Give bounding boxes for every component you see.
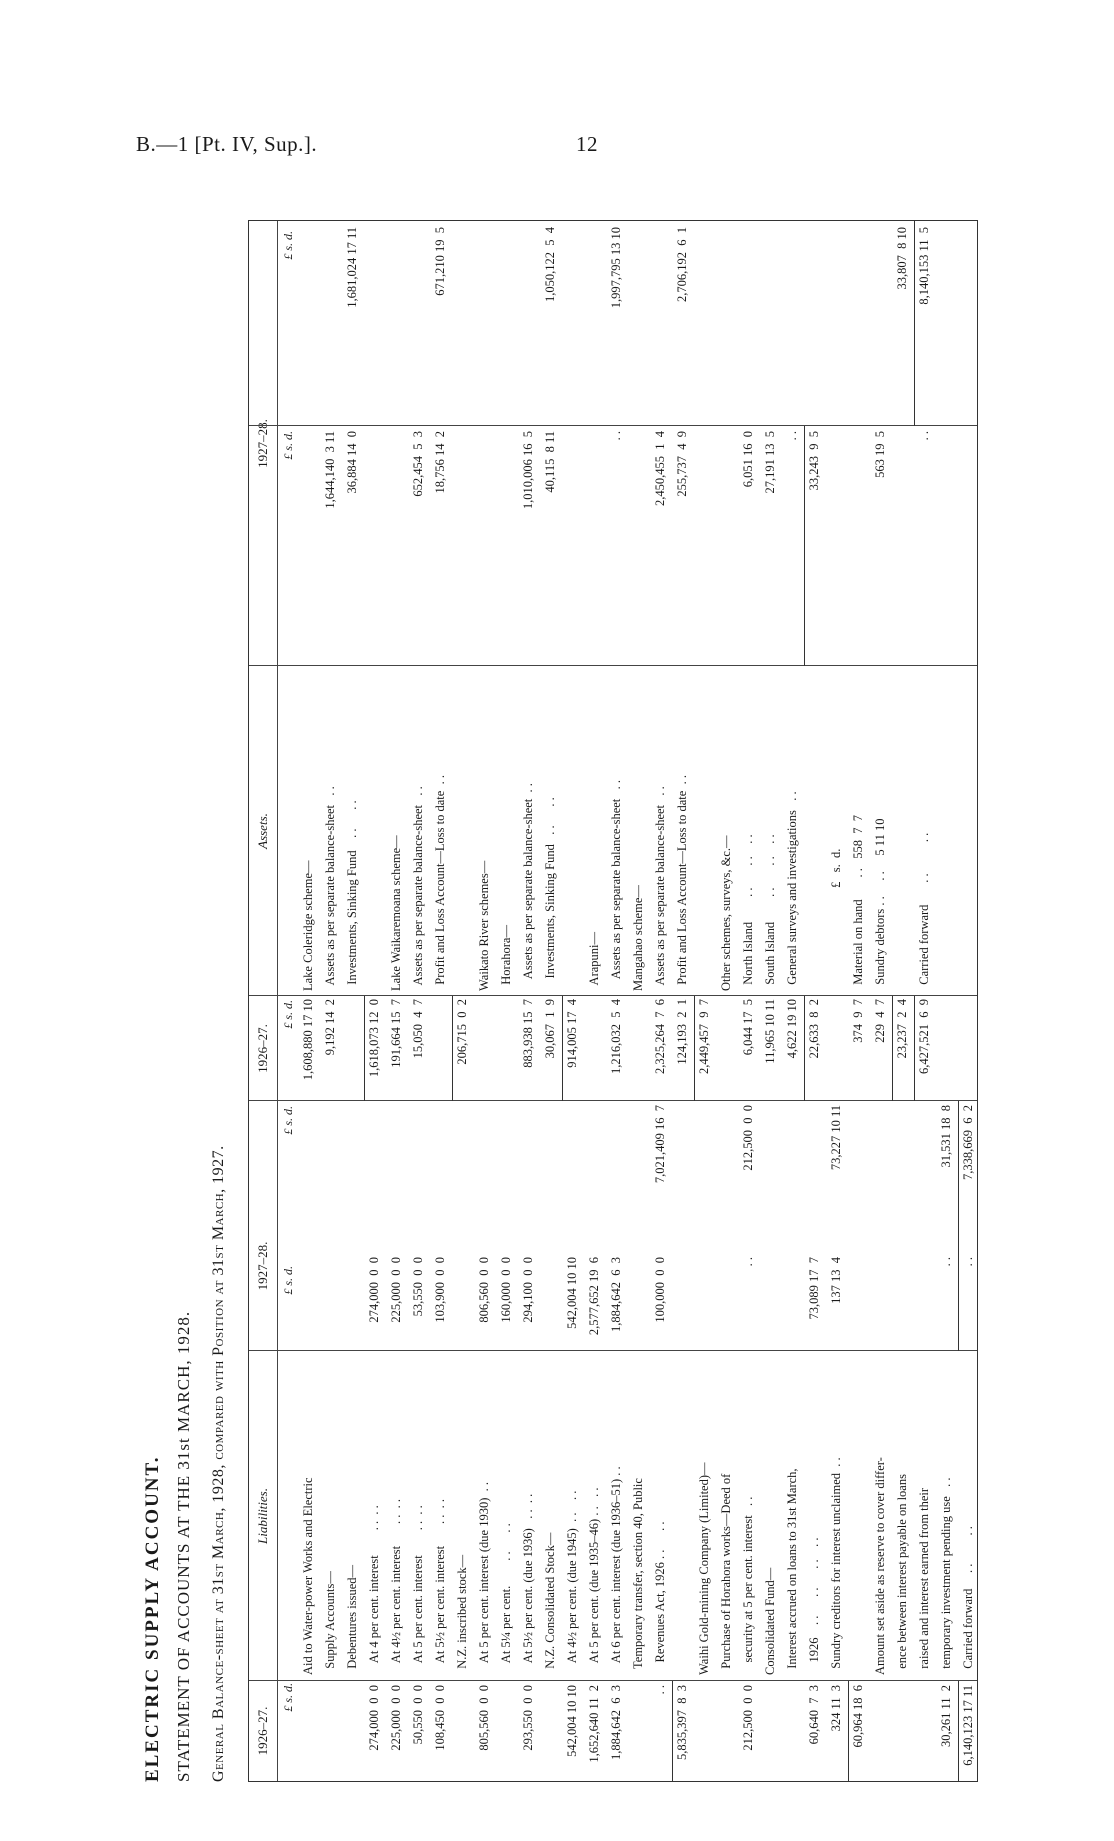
assets-desc-cell: Assets as per separate balance-sheet . . [609,779,623,991]
column-rule [249,1100,977,1101]
assets-prev-cell: 206,715 0 2 [455,999,469,1065]
assets-desc-cell: Other schemes, surveys, &c.— [719,835,733,991]
liabilities-cur-cell: 806,560 0 0 [477,1257,491,1323]
assets-cur-cell: 40,115 8 11 [543,431,557,493]
liabilities-desc-cell: 1926 . . . . . . . . [807,1537,821,1675]
assets-prev-cell: 6,427,521 6 9 [917,999,931,1074]
assets-cur-cell: . . [609,431,623,441]
assets-prev-cell: 1,618,073 12 0 [367,999,381,1078]
assets-total-cell: 671,210 19 5 [433,227,447,296]
main-title: ELECTRIC SUPPLY ACCOUNT. [142,1455,163,1782]
liabilities-prev-cell: 274,000 0 0 [367,1685,381,1751]
assets-cur-cell: 1,010,006 16 5 [521,431,535,510]
unit-label: £ s. d. [281,431,295,460]
assets-desc-cell: Horahora— [499,925,513,991]
assets-prev-cell: 1,608,880 17 10 [301,999,315,1081]
header-assets: Assets. [255,813,270,849]
sum-rule [804,426,805,666]
assets-desc-cell: Material on hand . . 558 7 7 [851,814,865,991]
assets-total-cell: 1,681,024 17 11 [345,227,359,308]
column-rule [249,425,977,426]
liabilities-cur-cell: 73,089 17 7 [807,1257,821,1320]
liabilities-prev-cell: 50,550 0 0 [411,1685,425,1745]
unit-label: £ s. d. [281,1683,295,1712]
assets-prev-cell: 9,192 14 2 [323,999,337,1056]
liabilities-desc-cell: Debentures issued— [345,1564,359,1675]
rotated-statement [140,222,990,1782]
assets-cur-cell: 652,454 5 3 [411,431,425,497]
assets-prev-cell: 191,664 15 7 [389,999,403,1068]
assets-total-cell: 8,140,153 11 5 [917,227,931,305]
unit-label: £ s. d. [281,1000,295,1029]
assets-prev-cell: 15,050 4 7 [411,999,425,1059]
liabilities-desc-cell: Waihi Gold-mining Company (Limited)— [697,1462,711,1675]
sum-rule [364,996,365,1101]
liabilities-prev-cell: 324 11 3 [829,1685,843,1732]
header-asset-1927-28: 1927–28. [255,419,270,468]
liabilities-desc-cell: ence between interest payable on loans [895,1474,909,1675]
liabilities-cur-cell: . . [961,1257,975,1267]
assets-desc-cell: Mangahao scheme— [631,885,645,991]
assets-desc-cell: Profit and Loss Account—Loss to date . . [675,775,689,991]
column-rule [249,995,977,996]
liabilities-desc-cell: N.Z. inscribed stock— [455,1554,469,1675]
assets-total-cell: 1,050,122 5 4 [543,227,557,302]
liabilities-desc-cell: At 4½ per cent. (due 1945) . . . . [565,1490,579,1675]
liabilities-prev-cell: 542,004 10 10 [565,1685,579,1757]
column-rule [249,1350,977,1351]
liabilities-desc-cell: Interest accrued on loans to 31st March, [785,1468,799,1675]
assets-desc-cell: Assets as per separate balance-sheet . . [411,786,425,991]
assets-desc-cell: Profit and Loss Account—Loss to date . . [433,775,447,991]
sum-rule [914,221,915,426]
liabilities-cur-cell: . . [939,1257,953,1267]
liabilities-prev-cell: 1,652,640 11 2 [587,1685,601,1763]
assets-desc-cell: Investments, Sinking Fund . . . . [345,800,359,991]
assets-prev-cell: 229 4 7 [873,999,887,1043]
liabilities-prev-cell: 60,640 7 3 [807,1685,821,1745]
liabilities-desc-cell: At 5½ per cent. (due 1936) . . . . [521,1493,535,1675]
assets-cur-cell: . . [917,431,931,441]
assets-prev-cell: 4,622 19 10 [785,999,799,1059]
liabilities-prev-cell: 5,835,397 8 3 [675,1685,689,1760]
liabilities-desc-cell: Purchase of Horahora works—Deed of [719,1473,733,1675]
assets-cur-cell: 6,051 16 0 [741,431,755,488]
sum-rule [914,996,915,1101]
assets-cur-cell: 2,450,455 1 4 [653,431,667,506]
liabilities-desc-cell: Aid to Water-power Works and Electric [301,1477,315,1675]
assets-prev-cell: 374 9 7 [851,999,865,1043]
liabilities-cur-cell: 160,000 0 0 [499,1257,513,1323]
assets-prev-cell: 1,216,032 5 4 [609,999,623,1074]
balance-sheet-table [248,220,978,1782]
assets-cur-cell: 563 19 5 [873,431,887,478]
liabilities-cur-cell: 2,577,652 19 6 [587,1257,601,1336]
assets-cur-cell: 27,191 13 5 [763,431,777,494]
sum-rule [848,1681,849,1781]
liabilities-prev-cell: 293,550 0 0 [521,1685,535,1751]
assets-prev-cell: 22,633 8 2 [807,999,821,1059]
liabilities-desc-cell: temporary investment pending use . . [939,1477,953,1675]
sum-rule [672,1681,673,1781]
column-rule [249,665,977,666]
liabilities-desc-cell: raised and interest earned from their [917,1487,931,1675]
liabilities-cur-cell: 542,004 10 10 [565,1257,579,1329]
liabilities-desc-cell: At 5 per cent. interest . . . . [411,1505,425,1675]
assets-desc-cell: Assets as per separate balance-sheet . . [323,786,337,991]
liabilities-total-cell: 212,500 0 0 [741,1105,755,1171]
liabilities-total-cell: 7,021,409 16 7 [653,1105,667,1184]
balance-sheet-title: General Balance-sheet at 31st March, 1928, compared with Position at 31st March, 1927. [210,1145,227,1782]
assets-cur-cell: . . [785,431,799,441]
sum-rule [562,996,563,1101]
header-liab-1926-27: 1926–27. [255,1706,270,1756]
assets-prev-cell: 914,005 17 4 [565,999,579,1068]
assets-cur-cell: 255,737 4 9 [675,431,689,497]
assets-prev-cell: 124,193 2 1 [675,999,689,1065]
liabilities-desc-cell: Carried forward . . . . [961,1526,975,1675]
assets-desc-cell: Arapuni— [587,931,601,991]
sum-rule [892,996,893,1101]
liabilities-desc-cell: Revenues Act, 1926 . . . . [653,1521,667,1675]
liabilities-prev-cell: . . [653,1685,667,1695]
page-number: 12 [576,132,598,156]
assets-desc-cell: Carried forward . . . . [917,832,931,991]
sum-rule [694,996,695,1101]
sum-rule [452,996,453,1101]
header-liab-1927-28: 1927–28. [255,1241,270,1291]
assets-desc-cell: Lake Coleridge scheme— [301,860,315,991]
document-reference: B.—1 [Pt. IV, Sup.]. [136,132,318,156]
assets-desc-cell: Investments, Sinking Fund . . . . [543,797,557,991]
liabilities-prev-cell: 1,884,642 6 3 [609,1685,623,1760]
unit-label: £ s. d. [281,231,295,260]
sum-rule [958,1681,959,1781]
unit-label: £ s. d. [281,1266,295,1295]
assets-prev-cell: 2,449,457 9 7 [697,999,711,1074]
liabilities-total-cell: 73,227 10 11 [829,1105,843,1171]
assets-cur-cell: 33,243 9 5 [807,431,821,491]
assets-desc-cell: Waikato River schemes— [477,860,491,991]
assets-total-cell: 33,807 8 10 [895,227,909,290]
assets-desc-cell: Lake Waikaremoana scheme— [389,835,403,991]
assets-desc-cell: General surveys and investigations . . [785,791,799,991]
liabilities-cur-cell: 274,000 0 0 [367,1257,381,1323]
assets-prev-cell: 23,237 2 4 [895,999,909,1059]
liabilities-cur-cell: . . [741,1257,755,1267]
liabilities-prev-cell: 805,560 0 0 [477,1685,491,1751]
assets-cur-cell: 36,884 14 0 [345,431,359,494]
liabilities-desc-cell: At 5 per cent. (due 1935–46) . . . . [587,1487,601,1675]
assets-desc-cell: North Island . . . . . . [741,834,755,991]
subtitle: STATEMENT OF ACCOUNTS AT THE 31st MARCH, 1928. [174,1310,193,1782]
sum-rule [958,1101,959,1351]
liabilities-total-cell: 7,338,669 6 2 [961,1105,975,1180]
liabilities-prev-cell: 30,261 11 2 [939,1685,953,1748]
assets-desc-cell: South Island . . . . . . [763,834,777,991]
assets-desc-cell: Assets as per separate balance-sheet . . [653,786,667,991]
liabilities-desc-cell: Consolidated Fund— [763,1567,777,1675]
liabilities-desc-cell: N.Z. Consolidated Stock— [543,1532,557,1675]
liabilities-desc-cell: Amount set aside as reserve to cover differ- [873,1457,887,1675]
unit-label: £ s. d. [281,1106,295,1135]
assets-prev-cell: 2,325,264 7 6 [653,999,667,1074]
header-liabilities: Liabilities. [255,1488,270,1544]
liabilities-cur-cell: 53,550 0 0 [411,1257,425,1317]
liabilities-desc-cell: At 6 per cent. interest (due 1936–51) . . [609,1466,623,1675]
liabilities-cur-cell: 103,900 0 0 [433,1257,447,1323]
liabilities-cur-cell: 294,100 0 0 [521,1257,535,1323]
assets-desc-cell: Assets as per separate balance-sheet . . [521,783,535,991]
liabilities-prev-cell: 108,450 0 0 [433,1685,447,1751]
liabilities-desc-cell: Supply Accounts— [323,1571,337,1675]
assets-cur-cell: 1,644,140 3 11 [323,431,337,509]
liabilities-desc-cell: Temporary transfer, section 40, Public [631,1478,645,1675]
liabilities-desc-cell: At 5 per cent. interest (due 1930) . . [477,1481,491,1675]
liabilities-desc-cell: At 5¼ per cent. . . . . [499,1523,513,1675]
liabilities-prev-cell: 212,500 0 0 [741,1685,755,1751]
assets-desc-cell: Sundry debtors . . . . 5 11 10 [873,818,887,991]
liabilities-prev-cell: 60,964 18 6 [851,1685,865,1748]
liabilities-prev-cell: 6,140,123 17 11 [961,1685,975,1766]
liabilities-desc-cell: At 4 per cent. interest . . . . [367,1505,381,1675]
assets-total-cell: 1,997,795 13 10 [609,227,623,309]
header-asset-1926-27: 1926–27. [255,1024,270,1073]
assets-prev-cell: 883,938 15 7 [521,999,535,1068]
liabilities-prev-cell: 225,000 0 0 [389,1685,403,1751]
liabilities-desc-cell: Sundry creditors for interest unclaimed . . [829,1457,843,1675]
column-rule [249,1680,977,1681]
liabilities-cur-cell: 1,884,642 6 3 [609,1257,623,1332]
liabilities-desc-cell: At 4½ per cent. interest . . . . [389,1498,403,1675]
liabilities-desc-cell: At 5½ per cent. interest . . . . [433,1498,447,1675]
liabilities-desc-cell: security at 5 per cent. interest . . [741,1496,755,1675]
liabilities-cur-cell: 137 13 4 [829,1257,843,1304]
assets-prev-cell: 6,044 17 5 [741,999,755,1056]
assets-total-cell: 2,706,192 6 1 [675,227,689,302]
liabilities-total-cell: 31,531 18 8 [939,1105,953,1168]
sum-rule [804,996,805,1101]
assets-cur-cell: 18,756 14 2 [433,431,447,494]
liabilities-cur-cell: 100,000 0 0 [653,1257,667,1323]
assets-desc-cell: £ s. d. [829,848,843,991]
assets-prev-cell: 30,067 1 9 [543,999,557,1059]
liabilities-cur-cell: 225,000 0 0 [389,1257,403,1323]
assets-prev-cell: 11,965 10 11 [763,999,777,1064]
header-rule [277,221,278,1781]
